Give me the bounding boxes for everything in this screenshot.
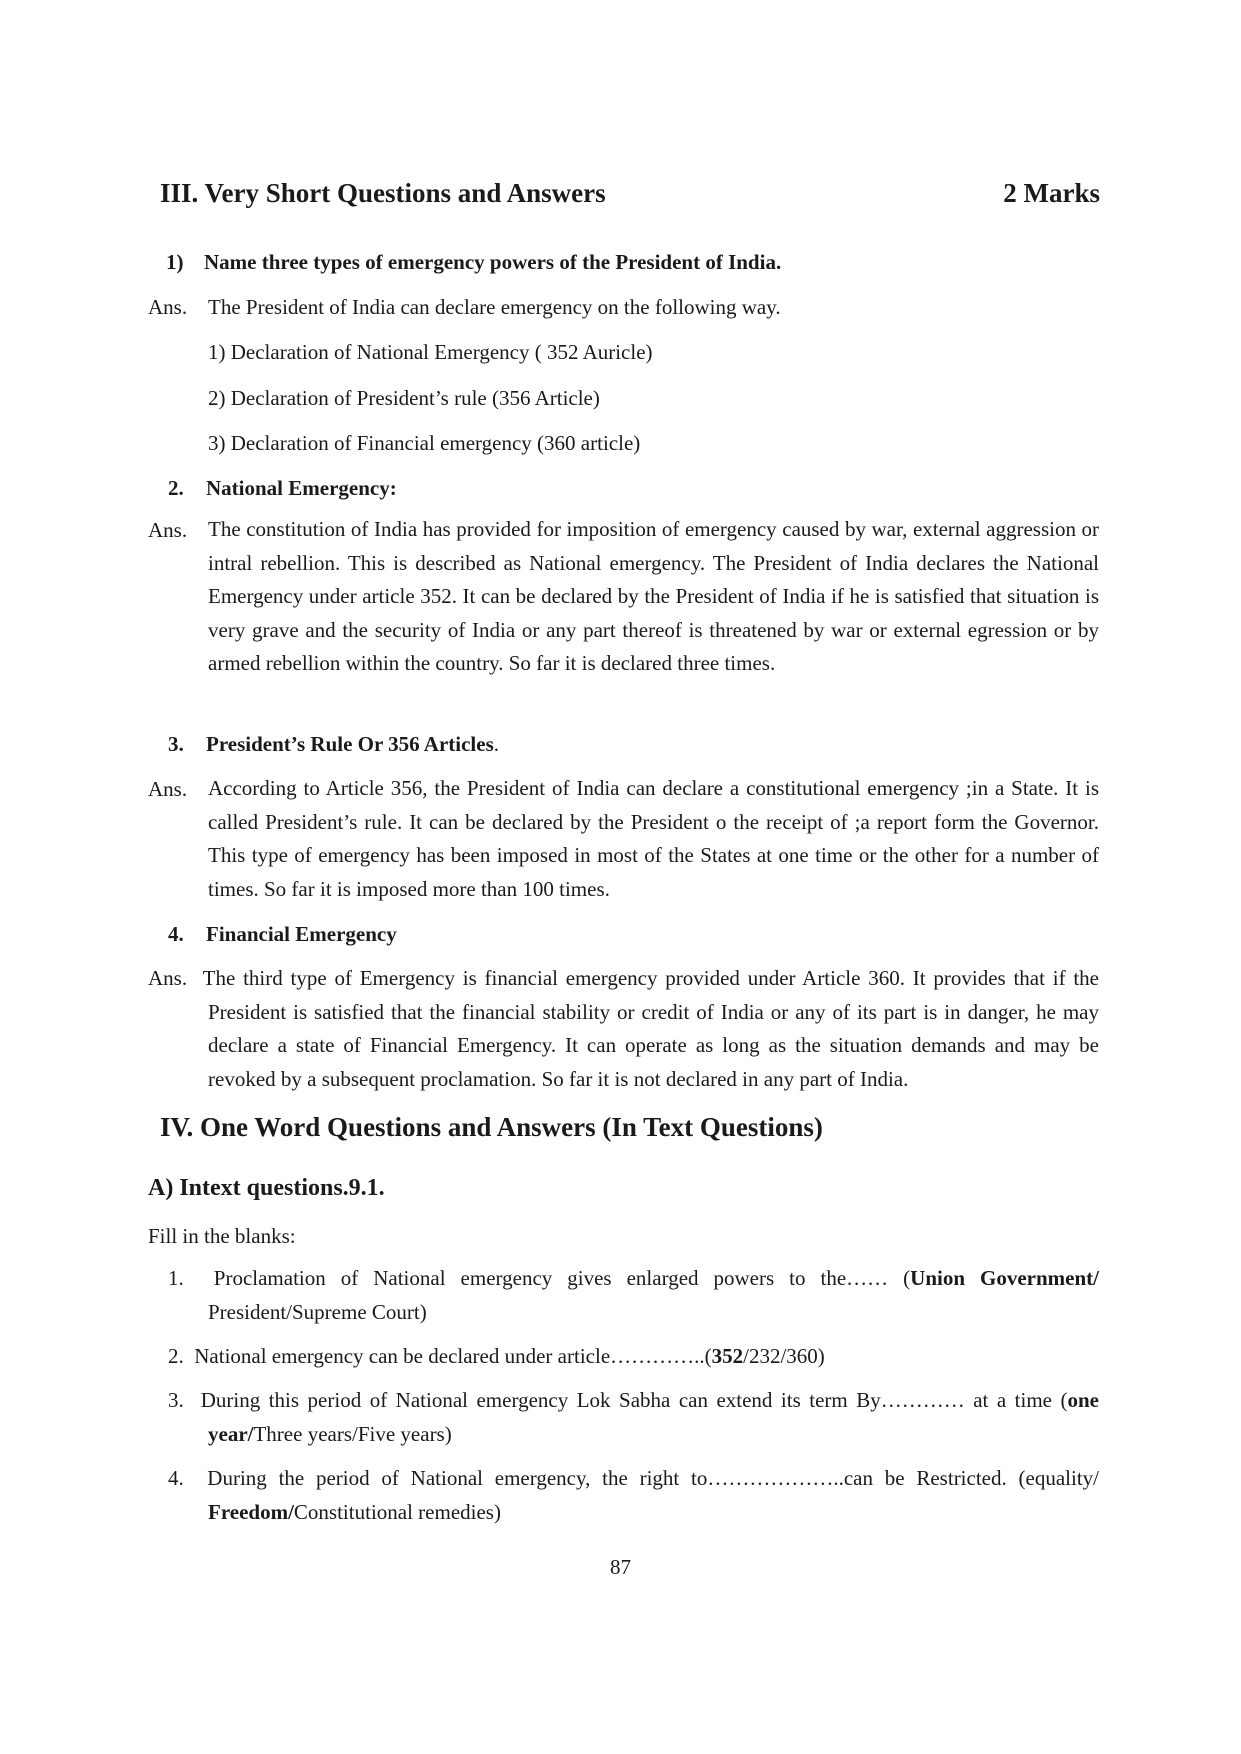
answer-label: Ans. xyxy=(148,295,188,319)
section-title: IV. One Word Questions and Answers (In Text Questions) xyxy=(160,1112,823,1142)
instruction-text: Fill in the blanks: xyxy=(148,1224,296,1248)
answer-text: The third type of Emergency is financial emergency provided under Article 360. It provides that if the President is satisfied that the financial stability or credit of India or any of its part is in danger, he may declare a state of Financial Emergency. It can operate as long as the situation demands and may be revoked by a subsequent proclamation. So far it is not declared in any part of India. xyxy=(202,966,1100,1091)
answer-label: Ans. xyxy=(148,777,188,801)
item-answer: 352 xyxy=(711,1344,744,1368)
question-4-title xyxy=(168,922,397,947)
fill-blank-item xyxy=(168,1384,1099,1451)
list-item: 1) Declaration of National Emergency ( 352 Auricle) xyxy=(208,340,653,364)
question-number: 4. xyxy=(168,922,184,946)
question-text: President’s Rule Or 356 Articles xyxy=(206,732,494,756)
question-text: National Emergency: xyxy=(206,476,397,500)
item-number: 4. xyxy=(168,1466,184,1490)
item-number: 2. xyxy=(168,1344,184,1368)
answer-label: Ans. xyxy=(148,966,188,990)
answer-block xyxy=(148,962,1099,1096)
section-heading-3 xyxy=(160,178,1100,209)
section-marks: 2 Marks xyxy=(1003,178,1100,208)
item-text: Constitutional remedies) xyxy=(293,1499,501,1524)
question-2-title xyxy=(168,476,397,501)
item-text: During the period of National emergency, the right to………………..can be Restricted. (equality/ xyxy=(207,1466,1099,1490)
item-text: During this period of National emergency Lok Sabha can extend its term By………… at a time ( xyxy=(200,1388,1068,1412)
section-title: III. Very Short Questions and Answers xyxy=(160,178,606,208)
section-heading-4 xyxy=(160,1112,1100,1143)
item-number: 3. xyxy=(168,1388,184,1412)
fill-blank-item xyxy=(168,1262,1099,1329)
list-item: 3) Declaration of Financial emergency (360 article) xyxy=(208,431,641,455)
item-text: National emergency can be declared under article…………..( xyxy=(194,1344,712,1368)
question-3-title xyxy=(168,732,499,757)
item-number: 1. xyxy=(168,1266,184,1290)
item-answer: one year/ xyxy=(208,1388,1099,1446)
question-text: Financial Emergency xyxy=(206,922,397,946)
fill-blank-item xyxy=(168,1340,1099,1374)
fill-blank-item xyxy=(168,1462,1099,1529)
item-text: /232/360) xyxy=(743,1344,825,1368)
question-text: Name three types of emergency powers of the President of India. xyxy=(204,250,782,274)
item-text: Proclamation of National emergency gives enlarged powers to the…… ( xyxy=(213,1266,911,1290)
item-answer: Union Government/ xyxy=(910,1266,1100,1290)
item-answer: Freedom/ xyxy=(208,1499,294,1524)
answer-text: According to Article 356, the President of India can declare a constitutional emergency ;in a State. It is called President’s rule. It can be declared by the President o the receipt of ;a report form the Governor. This type of emergency has been imposed in most of the States at one time or the other for a number of times. So far it is imposed more than 100 times. xyxy=(208,776,1099,901)
question-1-title xyxy=(166,250,781,275)
answer-text: The constitution of India has provided for imposition of emergency caused by war, external aggression or intral rebellion. This is described as National emergency. The President of India declares the National Emergency under article 352. It can be declared by the President of India if he is satisfied that situation is very grave and the security of India or any part thereof is threatened by war or external egression or by armed rebellion within the country. So far it is declared three times. xyxy=(208,517,1099,675)
question-suffix: . xyxy=(493,732,499,756)
question-number: 1) xyxy=(166,250,184,274)
page-number: 87 xyxy=(610,1555,631,1579)
list-item: 2) Declaration of President’s rule (356 Article) xyxy=(208,386,600,410)
answer-label: Ans. xyxy=(148,518,188,542)
item-text: President/Supreme Court) xyxy=(208,1299,427,1324)
answer-text: The President of India can declare emergency on the following way. xyxy=(208,295,781,319)
subsection-heading: A) Intext questions.9.1. xyxy=(148,1175,385,1201)
question-number: 3. xyxy=(168,732,184,756)
item-text: Three years/Five years) xyxy=(253,1421,452,1446)
question-number: 2. xyxy=(168,476,184,500)
